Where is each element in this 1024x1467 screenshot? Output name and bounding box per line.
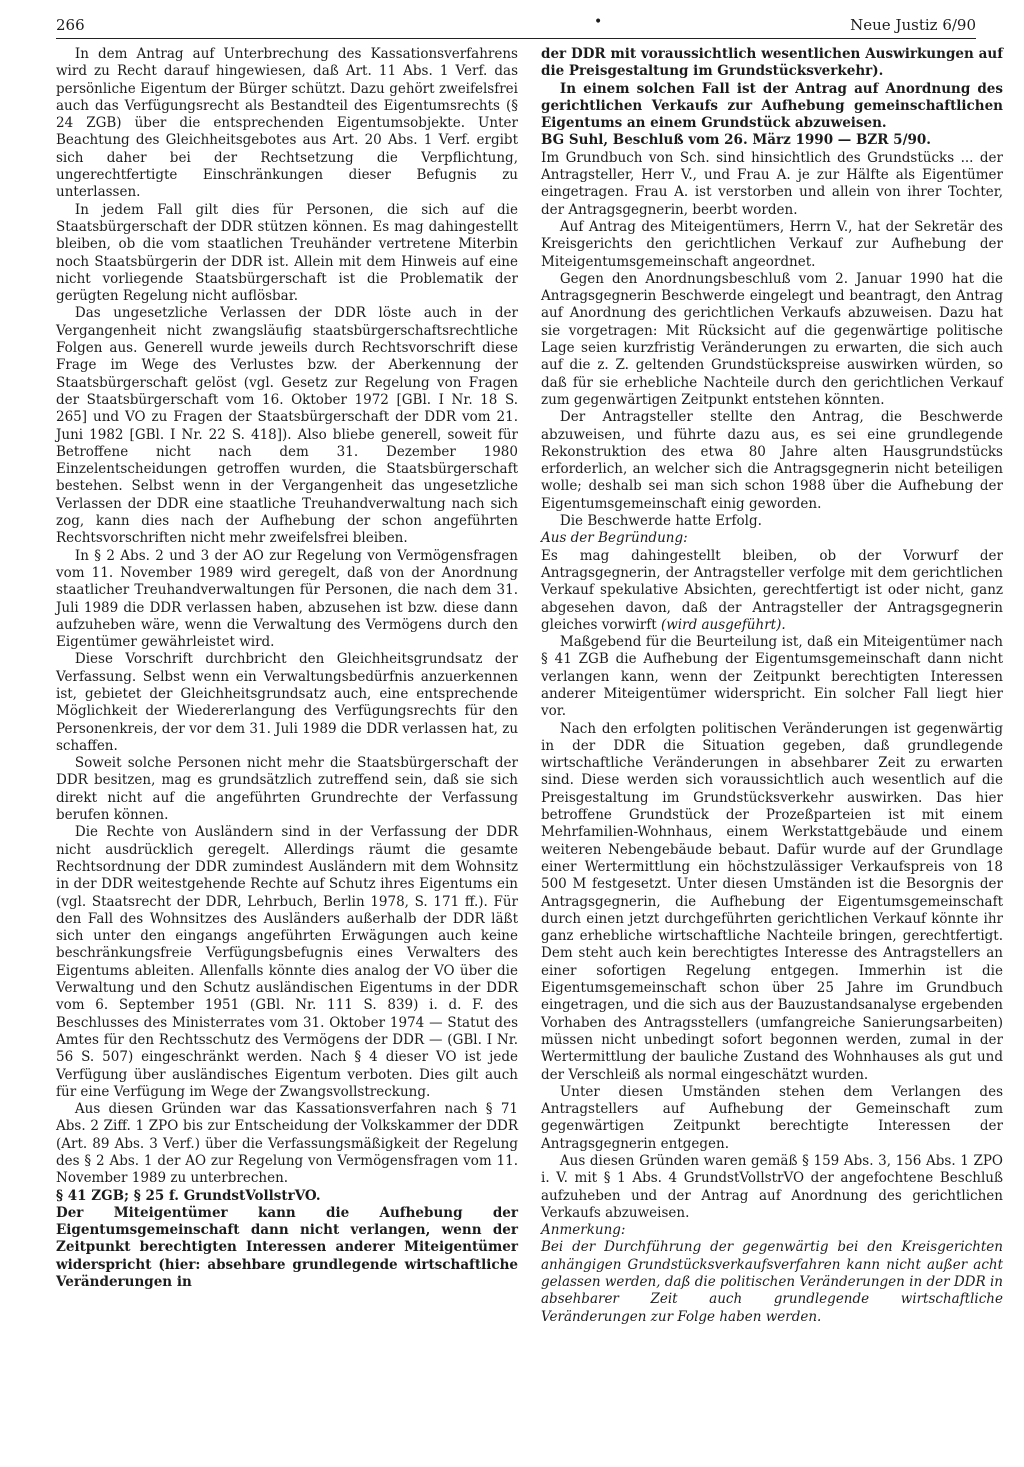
right-column bbox=[541, 46, 1003, 1326]
court-citation: BG Suhl, Beschluß vom 26. März 1990 — BZR 5/90. bbox=[541, 132, 931, 149]
headnote: Der Miteigentümer kann die Aufhebung der Eigentumsgemeinschaft dann nicht verlangen, wenn der Zeitpunkt berechtigten Interessen anderer Miteigentümer widerspricht (hier: absehbare grundlegende wirtschaftliche Veränderungen in bbox=[56, 1204, 518, 1291]
paragraph: Diese Vorschrift durchbricht den Gleichheitsgrundsatz der Verfassung. Selbst wenn ein Verwaltungsbedürfnis anzuerkennen ist, gebietet der Gleichheitsgrundsatz auch, eine entsprechende Möglichkeit der Wiedererlangung des Verfügungsrechts für den Personenkreis, der vor dem 31. Juli 1989 die DDR verlassen hat, zu schaffen. bbox=[56, 651, 519, 754]
header-mark: • bbox=[594, 14, 603, 30]
journal-title: Neue Justiz 6/90 bbox=[850, 16, 976, 34]
paragraph: In § 2 Abs. 2 und 3 der AO zur Regelung von Vermögensfragen vom 11. November 1989 wird geregelt, daß von der Anordnung staatlicher Treuhandverwaltungen für Personen, die nach dem 31. Juli 1989 die DDR verlassen haben, abzusehen ist bzw. diese dann aufzuheben wäre, wenn die Verwaltung des Vermögens durch den Eigentümer gewährleistet wird. bbox=[56, 547, 518, 651]
note-text: Bei der Durchführung der gegenwärtig bei den Kreisgerichten anhängigen Grundstücksverkaufsverfahren kann nicht außer acht gelassen werden, daß die politischen Veränderungen in der DDR in absehbarer Zeit auch grundlegende wirtschaftliche Veränderungen zur Folge haben werden. bbox=[541, 1239, 1003, 1325]
paragraph: Die Beschwerde hatte Erfolg. bbox=[559, 513, 762, 530]
paragraph: Die Rechte von Ausländern sind in der Verfassung der DDR nicht ausdrücklich geregelt. Allerdings räumt die gesamte Rechtsordnung der DDR zumindest Ausländern mit dem Wohnsitz in der DDR weitestgehende Rechte auf Schutz ihres Eigentums ein (vgl. Staatsrecht der DDR, Lehrbuch, Berlin 1978, S. 171 ff.). Für den Fall des Wohnsitzes des Ausländers außerhalb der DDR läßt sich unter den eingangs angeführten Erwägungen auch keine beschränkungsfreie Verfügungsbefugnis eines Verwalters des Eigentums ableiten. Allenfalls könnte dies analog der VO über die Verwaltung und den Schutz ausländischen Eigentums in der DDR vom 6. September 1951 (GBl. Nr. 111 S. 839) i. d. F. des Beschlusses des Ministerrates vom 31. Oktober 1974 — Statut des Amtes für den Rechtsschutz des Vermögens der DDR — (GBl. I Nr. 56 S. 507) eingeschränkt werden. Nach § 4 dieser VO ist jede Verfügung über ausländisches Eigentum verboten. Dies gilt auch für eine Verfügung im Wege der Zwangsvollstreckung. bbox=[56, 824, 518, 1100]
paragraph bbox=[541, 548, 1003, 634]
paragraph: Aus diesen Gründen waren gemäß § 159 Abs. 3, 156 Abs. 1 ZPO i. V. mit § 1 Abs. 4 GrundstVollstrVO der angefochtene Beschluß aufzuheben und der Antrag auf Anordnung des gerichtlichen Verkaufs abzuweisen. bbox=[541, 1153, 1003, 1221]
paragraph: Der Antragsteller stellte den Antrag, die Beschwerde abzuweisen, und führte dazu aus, es sei eine grundlegende Rekonstruktion des etwa 80 Jahre alten Hausgrundstücks erforderlich, an welcher sich die Antragsgegnerin nicht beteiligen wolle; deshalb sei man sich schon 1988 über die Aufhebung der Eigentumsgemeinschaft einig geworden. bbox=[541, 409, 1003, 512]
case-reference: § 41 ZGB; § 25 f. GrundstVollstrVO. bbox=[56, 1187, 321, 1204]
reasoning-text: Es mag dahingestellt bleiben, ob der Vorwurf der Antragsgegnerin, der Antragsteller verfolge mit dem gerichtlichen Verkauf spekulative Absichten, gerechtfertigt ist oder nicht, ganz abgesehen davon, daß der Antragsteller der Antragsgegnerin gleiches vorwirft bbox=[541, 547, 1003, 633]
paragraph: Unter diesen Umständen stehen dem Verlangen des Antragstellers auf Aufhebung der Gemeinschaft zum gegenwärtigen Zeitpunkt berechtigte Interessen der Antragsgegnerin entgegen. bbox=[541, 1083, 1003, 1152]
paragraph: Gegen den Anordnungsbeschluß vom 2. Januar 1990 hat die Antragsgegnerin Beschwerde eingelegt und beantragt, den Antrag auf Anordnung des gerichtlichen Verkaufs abzuweisen. Dazu hat sie vorgetragen: Mit Rücksicht auf die gegenwärtige politische Lage seien kurzfristig Veränderungen zu erwarten, die sich auch auf die z. Z. geltenden Grundstückspreise auswirken würden, so daß für sie erhebliche Nachteile durch den gerichtlichen Verkauf zum gegenwärtigen Zeitpunkt entstehen könnten. bbox=[541, 270, 1003, 408]
paragraph: Aus diesen Gründen war das Kassationsverfahren nach § 71 Abs. 2 Ziff. 1 ZPO bis zur Entscheidung der Volkskammer der DDR (Art. 89 Abs. 3 Verf.) über die Verfassungsmäßigkeit der Regelung des § 2 Abs. 1 der AO zur Regelung von Vermögensfragen vom 11. November 1989 zu unterbrechen. bbox=[56, 1101, 518, 1187]
paragraph: In dem Antrag auf Unterbrechung des Kassationsverfahrens wird zu Recht darauf hingewiesen, daß Art. 11 Abs. 1 Verf. das persönliche Eigentum der Bürger schützt. Dazu gehört zweifelsfrei auch das Verfügungsrecht als Bestandteil des Eigentumsrechts (§ 24 ZGB) über die entsprechenden Eigentumsobjekte. Unter Beachtung des Gleichheitsgebotes aus Art. 20 Abs. 1 Verf. ergibt sich daher bei der Rechtsetzung die Verpflichtung, ungerechtfertigte Einschränkungen dieser Befugnis zu unterlassen. bbox=[56, 46, 518, 201]
paragraph: In jedem Fall gilt dies für Personen, die sich auf die Staatsbürgerschaft der DDR stützen können. Es mag dahingestellt bleiben, ob die vom staatlichen Treuhänder vertretene Miterbin noch Staatsbürgerin der DDR ist. Allein mit dem Hinweis auf eine nicht vorliegende Staatsbürgerschaft ist die Problematik der gerügten Regelung nicht auflösbar. bbox=[56, 201, 518, 305]
note-heading: Anmerkung: bbox=[541, 1222, 626, 1239]
headnote-continued: der DDR mit voraussichtlich wesentlichen Auswirkungen auf die Preisgestaltung im Grundstücksverkehr). bbox=[541, 46, 1003, 80]
paragraph: Maßgebend für die Beurteilung ist, daß ein Miteigentümer nach § 41 ZGB die Aufhebung der Eigentumsgemeinschaft dann nicht verlangen kann, wenn der Zeitpunkt berechtigten Interessen anderer Miteigentümer widerspricht. Ein solcher Fall liegt hier vor. bbox=[541, 634, 1003, 720]
paragraph: Das ungesetzliche Verlassen der DDR löste auch in der Vergangenheit nicht zwangsläufig staatsbürgerschaftsrechtliche Folgen aus. Generell wurde jeweils durch Rechtsvorschrift diese Frage im Wege des Verlustes bzw. der Aberkennung der Staatsbürgerschaft gelöst (vgl. Gesetz zur Regelung von Fragen der Staatsbürgerschaft vom 16. Oktober 1972 [GBl. I Nr. 18 S. 265] und VO zu Fragen der Staatsbürgerschaft der DDR vom 21. Juni 1982 [GBl. I Nr. 22 S. 418]). Also bliebe generell, soweit für Betroffene nicht nach dem 31. Dezember 1980 Einzelentscheidungen getroffen wurden, die Staatsbürgerschaft bestehen. Selbst wenn in der Vergangenheit das ungesetzliche Verlassen der DDR eine staatliche Treuhandverwaltung nach sich zog, kann dies nach der Aufhebung der schon angeführten Rechtsvorschriften nicht mehr zweifelsfrei bleiben. bbox=[56, 305, 518, 547]
page-number: 266 bbox=[56, 16, 85, 34]
paragraph: Auf Antrag des Miteigentümers, Herrn V., hat der Sekretär des Kreisgerichts den gerichtlichen Verkauf zur Aufhebung der Miteigentumsgemeinschaft angeordnet. bbox=[541, 218, 1003, 270]
header-rule bbox=[56, 38, 976, 39]
left-column bbox=[56, 46, 518, 1291]
headnote-second: In einem solchen Fall ist der Antrag auf Anordnung des gerichtlichen Verkaufs zur Aufhebung gemeinschaftlichen Eigentums an einem Grundstück abzuweisen. bbox=[541, 80, 1003, 132]
paragraph: Soweit solche Personen nicht mehr die Staatsbürgerschaft der DDR besitzen, mag es grundsätzlich zutreffend sein, daß sie sich direkt nicht auf die angeführten Grundrechte der Verfassung berufen können. bbox=[56, 755, 518, 824]
paragraph: Nach den erfolgten politischen Veränderungen ist gegenwärtig in der DDR die Situation gegeben, daß grundlegende wirtschaftliche Veränderungen in absehbarer Zeit zu erwarten sind. Diese werden sich voraussichtlich auch wesentlich auf die Preisgestaltung im Grundstücksverkehr auswirken. Das hier betroffene Grundstück der Prozeßparteien ist mit einem Mehrfamilien-Wohnhaus, einem Werkstattgebäude und einem weiteren Nebengebäude bebaut. Dafür wurde auf der Grundlage einer Wertermittlung ein höchstzulässiger Verkaufspreis von 18 500 M festgesetzt. Unter diesen Umständen ist die Besorgnis der Antragsgegnerin, die Aufhebung der Eigentumsgemeinschaft durch einen jetzt durchgeführten gerichtlichen Verkauf könnte ihr ganz erhebliche wirtschaftliche Nachteile bringen, gerechtfertigt. Dem steht auch kein berechtigtes Interesse des Antragstellers an einer sofortigen Regelung entgegen. Immerhin ist die Eigentumsgemeinschaft schon über 25 Jahre im Grundbuch eingetragen, und die sich aus der Bauzustandsanalyse ergebenden Vorhaben des Antragsstellers (umfangreiche Sanierungsarbeiten) müssen nicht unbedingt sofort begonnen werden, zumal in der Wertermittlung der bauliche Zustand des Wohnhauses als gut und der Verschleiß als normal eingeschätzt wurden. bbox=[541, 720, 1003, 1083]
reasoning-italic-note: (wird ausgeführt). bbox=[660, 616, 786, 633]
reasoning-heading: Aus der Begründung: bbox=[541, 530, 688, 547]
paragraph: Im Grundbuch von Sch. sind hinsichtlich des Grundstücks ... der Antragsteller, Herr V., und Frau A. je zur Hälfte als Eigentümer eingetragen. Frau A. ist verstorben und allein von ihrer Tochter, der Antragsgegnerin, beerbt worden. bbox=[541, 149, 1003, 218]
